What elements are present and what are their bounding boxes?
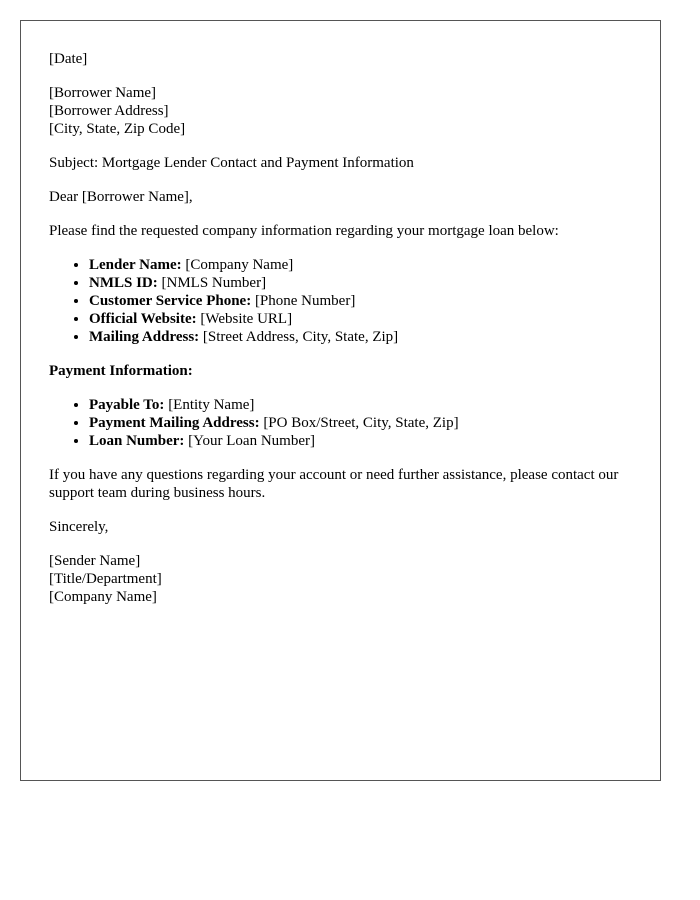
item-value: [Street Address, City, State, Zip] [199, 329, 399, 345]
item-value: [Phone Number] [251, 293, 356, 309]
recipient-city-state-zip: [City, State, Zip Code] [49, 121, 186, 137]
item-label: Lender Name: [89, 257, 182, 273]
letter-intro: Please find the requested company information regarding your mortgage loan below: [49, 223, 559, 239]
list-item-official-website [89, 310, 632, 328]
sign-off: Sincerely, [49, 519, 109, 535]
list-item-payment-mailing-address [89, 414, 632, 432]
recipient-name: [Borrower Name] [49, 85, 157, 101]
payment-info-list [49, 396, 632, 450]
sender-company: [Company Name] [49, 589, 157, 605]
item-value: [PO Box/Street, City, State, Zip] [259, 415, 459, 431]
item-label: Loan Number: [89, 433, 185, 449]
recipient-address: [Borrower Address] [49, 103, 169, 119]
sender-name: [Sender Name] [49, 553, 141, 569]
item-value: [NMLS Number] [157, 275, 267, 291]
letter-date: [Date] [49, 51, 88, 67]
letter-greeting: Dear [Borrower Name], [49, 189, 193, 205]
list-item-loan-number [89, 432, 632, 450]
item-value: [Website URL] [196, 311, 293, 327]
lender-info-list [49, 256, 632, 346]
list-item-payable-to [89, 396, 632, 414]
list-item-customer-service-phone [89, 292, 632, 310]
item-label: Customer Service Phone: [89, 293, 252, 309]
recipient-block [49, 84, 632, 138]
list-item-nmls-id [89, 274, 632, 292]
letter-subject: Subject: Mortgage Lender Contact and Payment Information [49, 155, 414, 171]
item-label: Mailing Address: [89, 329, 200, 345]
item-label: Payment Mailing Address: [89, 415, 260, 431]
item-value: [Entity Name] [164, 397, 255, 413]
closing-paragraph: If you have any questions regarding your account or need further assistance, please contact our support team during business hours. [49, 467, 619, 501]
item-label: Official Website: [89, 311, 197, 327]
item-label: NMLS ID: [89, 275, 158, 291]
item-label: Payable To: [89, 397, 165, 413]
list-item-mailing-address [89, 328, 632, 346]
sender-block [49, 552, 632, 606]
list-item-lender-name [89, 256, 632, 274]
letter-page [20, 20, 661, 781]
item-value: [Your Loan Number] [184, 433, 315, 449]
payment-heading-text: Payment Information: [49, 363, 193, 379]
item-value: [Company Name] [181, 257, 294, 273]
sender-title: [Title/Department] [49, 571, 162, 587]
payment-heading [49, 362, 632, 380]
